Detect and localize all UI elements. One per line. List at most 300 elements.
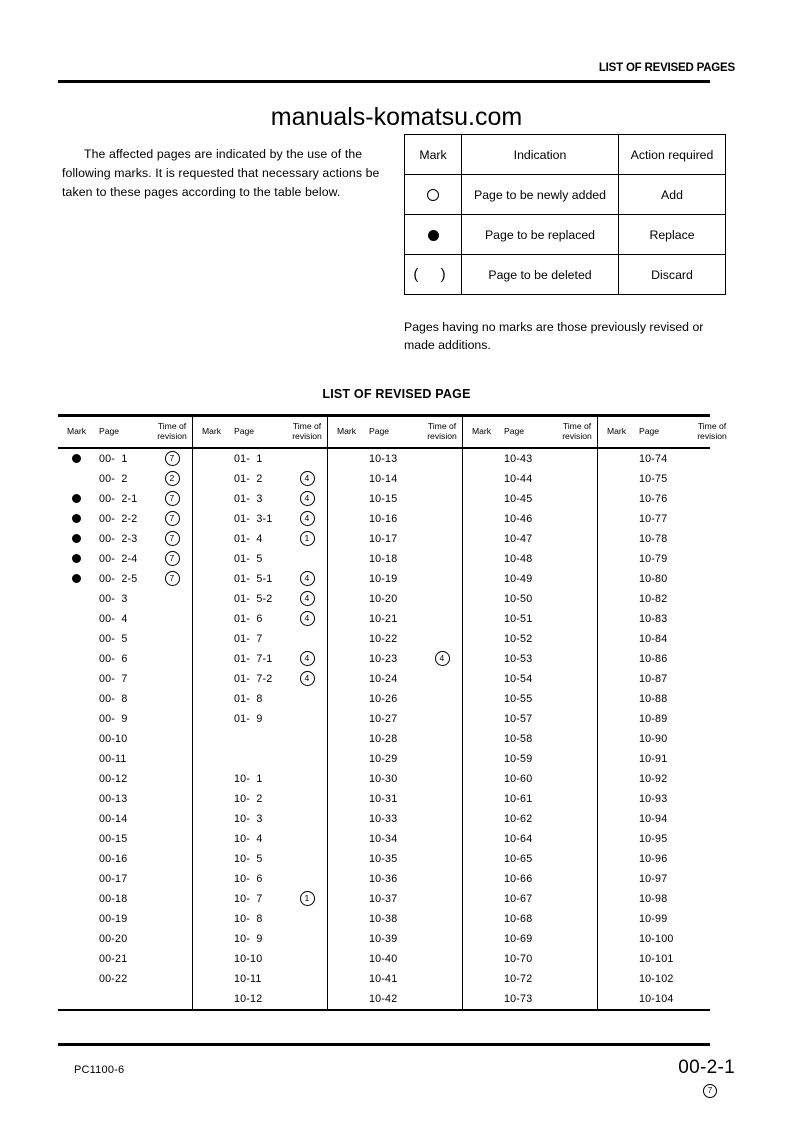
page-number-cell: 10-17 [369, 532, 398, 545]
table-row [58, 929, 732, 949]
mark-action-text: Add [619, 175, 726, 215]
mark-cell [193, 849, 231, 869]
time-of-revision-cell [422, 909, 463, 929]
circled-number: 4 [435, 651, 450, 666]
page-number-cell: 10-62 [504, 812, 533, 825]
mark-cell [598, 749, 636, 769]
mark-cell [328, 929, 366, 949]
time-of-revision-cell [692, 589, 732, 609]
page-number-cell: 00-16 [99, 852, 128, 865]
mark-cell [598, 729, 636, 749]
time-of-revision-cell [557, 829, 598, 849]
time-of-revision-cell [557, 889, 598, 909]
time-of-revision-cell [557, 969, 598, 989]
mark-cell [58, 929, 95, 949]
time-of-revision-cell [692, 449, 732, 469]
page-number-cell: 01- 3 [234, 492, 263, 505]
page-number-cell: 00- 2 [99, 472, 128, 485]
time-of-revision-cell [422, 769, 463, 789]
time-of-revision-cell [152, 589, 193, 609]
mark-cell [463, 489, 501, 509]
rev-table-header-page: Page [504, 425, 525, 436]
footer-model-name: PC1100-6 [74, 1064, 125, 1076]
page-number-cell: 00-14 [99, 812, 128, 825]
mark-cell [193, 769, 231, 789]
time-of-revision-cell [557, 729, 598, 749]
rev-table-header-mark: Mark [66, 425, 87, 436]
circled-number: 7 [165, 491, 180, 506]
time-of-revision-cell [692, 609, 732, 629]
page-number-cell: 00-13 [99, 792, 128, 805]
page-number-cell: 10-24 [369, 672, 398, 685]
circled-number: 4 [300, 671, 315, 686]
mark-cell [58, 729, 95, 749]
table-row [58, 769, 732, 789]
circled-number: 7 [165, 451, 180, 466]
page-number-cell: 10-50 [504, 592, 533, 605]
revised-pages-table [58, 414, 727, 1011]
page-number-cell [230, 749, 287, 769]
circled-number: 7 [165, 531, 180, 546]
time-of-revision-cell [422, 929, 463, 949]
page-number-cell: 10-95 [639, 832, 668, 845]
rev-table-header-page: Page [234, 425, 255, 436]
mark-cell [328, 809, 366, 829]
mark-cell [463, 789, 501, 809]
time-of-revision-cell [287, 669, 328, 689]
list-of-revised-page-title: LIST OF REVISED PAGE [322, 387, 471, 401]
mark-cell [328, 489, 366, 509]
table-row [58, 569, 732, 589]
page-number-cell: 10-80 [639, 572, 668, 585]
page-number-cell: 10-77 [639, 512, 668, 525]
mark-cell [598, 449, 636, 469]
rev-table-header-time-of-revision: Time of revision [292, 421, 322, 441]
time-of-revision-cell [287, 989, 328, 1009]
mark-cell [58, 849, 95, 869]
page-number-cell: 10- 6 [234, 872, 263, 885]
mark-cell [193, 689, 231, 709]
time-of-revision-cell [692, 489, 732, 509]
mark-cell [328, 549, 366, 569]
time-of-revision-cell [557, 689, 598, 709]
time-of-revision-cell [557, 509, 598, 529]
mark-cell [598, 889, 636, 909]
table-row [58, 969, 732, 989]
time-of-revision-cell [152, 809, 193, 829]
mark-cell [328, 949, 366, 969]
page-number-cell: 10-66 [504, 872, 533, 885]
page-number-cell: 10- 9 [234, 932, 263, 945]
page-number-cell: 10-15 [369, 492, 398, 505]
mark-cell [193, 489, 231, 509]
time-of-revision-cell [287, 909, 328, 929]
page-number-cell: 10-44 [504, 472, 533, 485]
circled-number: 4 [300, 471, 315, 486]
time-of-revision-cell [152, 909, 193, 929]
page-number-cell: 10-82 [639, 592, 668, 605]
mark-cell [463, 889, 501, 909]
page-number-cell: 10-69 [504, 932, 533, 945]
mark-cell [193, 749, 231, 769]
time-of-revision-cell [557, 769, 598, 789]
mark-cell [463, 949, 501, 969]
time-of-revision-cell [422, 889, 463, 909]
mark-legend-header-cell: Action required [619, 135, 726, 175]
page-number-cell: 10-28 [369, 732, 398, 745]
mark-cell [463, 529, 501, 549]
time-of-revision-cell [422, 729, 463, 749]
mark-cell [328, 729, 366, 749]
time-of-revision-cell [692, 869, 732, 889]
time-of-revision-cell [152, 989, 193, 1009]
rev-table-header-mark: Mark [463, 417, 501, 447]
page-number-cell: 10-104 [639, 992, 674, 1005]
time-of-revision-cell [692, 829, 732, 849]
mark-cell [58, 709, 95, 729]
page-number-cell: 10-20 [369, 592, 398, 605]
mark-cell [598, 849, 636, 869]
replace-dot-icon [58, 529, 95, 549]
time-of-revision-cell [692, 569, 732, 589]
page-number-cell: 10-101 [639, 952, 674, 965]
replace-dot-icon [58, 509, 95, 529]
time-of-revision-cell [152, 709, 193, 729]
rev-table-header-mark: Mark [328, 417, 366, 447]
mark-cell [193, 909, 231, 929]
page-number-cell: 00- 2-1 [99, 492, 138, 505]
mark-cell [598, 809, 636, 829]
page-number-cell: 10-72 [504, 972, 533, 985]
mark-cell [463, 549, 501, 569]
mark-cell [463, 969, 501, 989]
page-number-cell: 10-14 [369, 472, 398, 485]
page-number-cell: 00-11 [99, 752, 127, 765]
page-number-cell: 10-33 [369, 812, 398, 825]
mark-cell [598, 969, 636, 989]
page-number-cell: 10-19 [369, 572, 398, 585]
rev-table-header-time-of-revision: Time of revision [427, 421, 457, 441]
page-number-cell: 10-35 [369, 852, 398, 865]
page-number-cell: 10-46 [504, 512, 533, 525]
page-number-cell: 10-30 [369, 772, 398, 785]
time-of-revision-cell [287, 889, 328, 909]
circled-number: 4 [300, 571, 315, 586]
table-row [58, 989, 732, 1009]
page-number-cell: 10- 5 [234, 852, 263, 865]
time-of-revision-cell [152, 789, 193, 809]
page-number-cell: 10-51 [504, 612, 533, 625]
mark-cell [193, 929, 231, 949]
mark-cell [193, 629, 231, 649]
time-of-revision-cell [152, 549, 193, 569]
page-number-cell: 10-39 [369, 932, 398, 945]
mark-indication-text: Page to be replaced [462, 215, 619, 255]
time-of-revision-cell [287, 949, 328, 969]
time-of-revision-cell [557, 849, 598, 869]
time-of-revision-cell [287, 769, 328, 789]
page-number-cell: 10-67 [504, 892, 533, 905]
mark-cell [193, 509, 231, 529]
mark-cell [58, 809, 95, 829]
mark-action-text: Discard [619, 255, 726, 295]
mark-cell [328, 609, 366, 629]
time-of-revision-cell [422, 509, 463, 529]
circled-number: 4 [300, 511, 315, 526]
mark-action-text: Replace [619, 215, 726, 255]
mark-cell [598, 669, 636, 689]
time-of-revision-cell [287, 749, 328, 769]
page-number-cell: 01- 3-1 [234, 512, 273, 525]
table-row [58, 789, 732, 809]
header-divider-rule [58, 80, 710, 83]
mark-cell [463, 749, 501, 769]
page-number-cell: 10-13 [369, 452, 398, 465]
mark-cell [193, 469, 231, 489]
page-number-cell: 00- 9 [99, 712, 128, 725]
rev-table-header-page: Page [99, 425, 120, 436]
time-of-revision-cell [692, 909, 732, 929]
mark-cell [598, 549, 636, 569]
time-of-revision-cell [557, 589, 598, 609]
mark-cell [193, 729, 231, 749]
page-number-cell [95, 989, 152, 1009]
table-row [58, 849, 732, 869]
page-header-title: LIST OF REVISED PAGES [598, 62, 735, 74]
time-of-revision-cell [692, 549, 732, 569]
circled-number: 4 [300, 611, 315, 626]
revised-pages-header-table [58, 417, 732, 447]
mark-legend-header-row [405, 135, 726, 175]
mark-cell [463, 609, 501, 629]
mark-cell [58, 669, 95, 689]
table-row [58, 649, 732, 669]
table-row [58, 609, 732, 629]
time-of-revision-cell [287, 469, 328, 489]
time-of-revision-cell [692, 969, 732, 989]
mark-cell [58, 749, 95, 769]
time-of-revision-cell [422, 949, 463, 969]
mark-cell [58, 829, 95, 849]
mark-cell [58, 469, 95, 489]
time-of-revision-cell [422, 689, 463, 709]
mark-cell [58, 869, 95, 889]
mark-cell [463, 589, 501, 609]
circled-number: 4 [300, 651, 315, 666]
page-number-cell: 10-98 [639, 892, 668, 905]
table-row [58, 829, 732, 849]
time-of-revision-cell [152, 569, 193, 589]
rev-table-header-mark: Mark [598, 417, 636, 447]
time-of-revision-cell [692, 629, 732, 649]
mark-cell [598, 829, 636, 849]
time-of-revision-cell [692, 469, 732, 489]
time-of-revision-cell [557, 809, 598, 829]
page-number-cell: 00- 6 [99, 652, 128, 665]
table-row [58, 469, 732, 489]
mark-cell [58, 969, 95, 989]
page-number-cell: 00- 2-3 [99, 532, 138, 545]
page-number-cell: 00- 5 [99, 632, 128, 645]
rev-table-header-mark: Mark [193, 417, 231, 447]
mark-cell [328, 989, 366, 1009]
mark-cell [193, 989, 231, 1009]
page-number-cell: 10-36 [369, 872, 398, 885]
page-number-cell: 10-55 [504, 692, 533, 705]
mark-cell [598, 989, 636, 1009]
mark-cell [328, 709, 366, 729]
time-of-revision-cell [692, 889, 732, 909]
page-number-cell: 00- 8 [99, 692, 128, 705]
page-number-cell: 00-21 [99, 952, 128, 965]
time-of-revision-cell [422, 529, 463, 549]
mark-cell [193, 609, 231, 629]
rev-table-header-page: Page [369, 425, 390, 436]
time-of-revision-cell [152, 449, 193, 469]
open-circle-icon [405, 175, 462, 215]
mark-cell [328, 909, 366, 929]
page-number-cell: 01- 5-2 [234, 592, 273, 605]
mark-cell [328, 449, 366, 469]
page-number-cell: 01- 5-1 [234, 572, 273, 585]
table-row [58, 629, 732, 649]
rev-table-header-time-of-revision: Time of revision [697, 421, 727, 441]
mark-cell [58, 909, 95, 929]
time-of-revision-cell [152, 649, 193, 669]
mark-cell [328, 509, 366, 529]
mark-cell [193, 709, 231, 729]
table-row [58, 709, 732, 729]
page-number-cell: 00- 2-2 [99, 512, 138, 525]
time-of-revision-cell [557, 649, 598, 669]
table-row [58, 489, 732, 509]
mark-cell [193, 829, 231, 849]
mark-cell [598, 589, 636, 609]
page-number-cell: 00- 1 [99, 452, 128, 465]
mark-cell [463, 849, 501, 869]
time-of-revision-cell [557, 489, 598, 509]
mark-cell [463, 769, 501, 789]
table-row [58, 909, 732, 929]
mark-cell [193, 949, 231, 969]
time-of-revision-cell [152, 689, 193, 709]
time-of-revision-cell [422, 609, 463, 629]
time-of-revision-cell [152, 609, 193, 629]
mark-cell [193, 549, 231, 569]
page-number-cell: 10-37 [369, 892, 398, 905]
time-of-revision-cell [422, 569, 463, 589]
mark-cell [193, 789, 231, 809]
time-of-revision-cell [287, 869, 328, 889]
time-of-revision-cell [557, 749, 598, 769]
page-number-cell: 00-15 [99, 832, 128, 845]
mark-cell [598, 469, 636, 489]
mark-cell [463, 449, 501, 469]
page-number-cell: 01- 7 [234, 632, 263, 645]
page-number-cell: 00- 7 [99, 672, 128, 685]
page-number-cell: 10-70 [504, 952, 533, 965]
mark-cell [598, 509, 636, 529]
table-row [58, 509, 732, 529]
filled-circle-icon [405, 215, 462, 255]
mark-cell [58, 649, 95, 669]
time-of-revision-cell [152, 669, 193, 689]
page-number-cell: 10-29 [369, 752, 398, 765]
page-number-cell: 10-83 [639, 612, 668, 625]
page-number-cell: 10- 1 [234, 772, 263, 785]
page-number-cell: 10-38 [369, 912, 398, 925]
time-of-revision-cell [557, 869, 598, 889]
time-of-revision-cell [692, 749, 732, 769]
mark-indication-text: Page to be newly added [462, 175, 619, 215]
mark-cell [193, 649, 231, 669]
mark-cell [463, 689, 501, 709]
page-number-cell: 10-45 [504, 492, 533, 505]
page-number-cell: 01- 9 [234, 712, 263, 725]
page-number-cell: 10-27 [369, 712, 398, 725]
time-of-revision-cell [692, 949, 732, 969]
rev-table-header-page: Page [639, 425, 660, 436]
mark-cell [463, 669, 501, 689]
page-number-cell: 01- 5 [234, 552, 263, 565]
page-number-cell: 10-42 [369, 992, 398, 1005]
circled-number: 2 [165, 471, 180, 486]
page-number-cell: 10-78 [639, 532, 668, 545]
page-number-cell: 10-89 [639, 712, 668, 725]
time-of-revision-cell [557, 789, 598, 809]
time-of-revision-cell [287, 649, 328, 669]
mark-cell [193, 669, 231, 689]
mark-cell [328, 689, 366, 709]
footer-revision-mark [703, 1084, 717, 1098]
mark-cell [463, 509, 501, 529]
mark-cell [598, 629, 636, 649]
mark-cell [598, 789, 636, 809]
page-number-cell: 10-84 [639, 632, 668, 645]
time-of-revision-cell [692, 669, 732, 689]
time-of-revision-cell [422, 629, 463, 649]
mark-cell [328, 789, 366, 809]
mark-cell [328, 669, 366, 689]
mark-cell [598, 569, 636, 589]
page-number-cell: 10-97 [639, 872, 668, 885]
page-number-cell: 00-20 [99, 932, 128, 945]
time-of-revision-cell [557, 989, 598, 1009]
page-number-cell: 10-41 [369, 972, 398, 985]
time-of-revision-cell [422, 829, 463, 849]
time-of-revision-cell [422, 869, 463, 889]
page-number-cell: 10-64 [504, 832, 533, 845]
time-of-revision-cell [422, 749, 463, 769]
table-row [58, 749, 732, 769]
footer-page-number: 00-2-1 [678, 1057, 735, 1078]
time-of-revision-cell [152, 529, 193, 549]
time-of-revision-cell [152, 769, 193, 789]
legend-note: Pages having no marks are those previously revised or made additions. [404, 320, 704, 353]
mark-legend-header-cell: Mark [405, 135, 462, 175]
time-of-revision-cell [287, 929, 328, 949]
page-number-cell: 00-10 [99, 732, 128, 745]
page-number-cell: 10-23 [369, 652, 398, 665]
mark-cell [193, 869, 231, 889]
time-of-revision-cell [692, 509, 732, 529]
page-number-cell: 10-73 [504, 992, 533, 1005]
time-of-revision-cell [692, 769, 732, 789]
page-number-cell: 00- 2-5 [99, 572, 138, 585]
time-of-revision-cell [557, 609, 598, 629]
time-of-revision-cell [692, 729, 732, 749]
replace-dot-icon [58, 569, 95, 589]
